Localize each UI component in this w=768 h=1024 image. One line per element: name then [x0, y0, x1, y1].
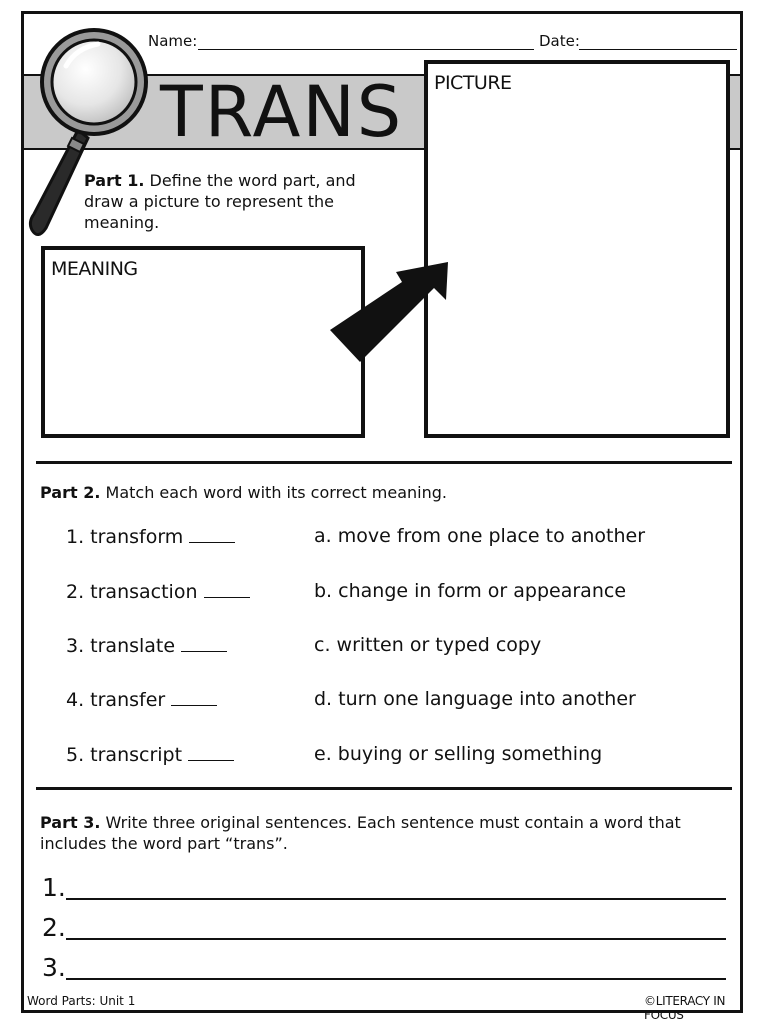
match-blank-1[interactable] [189, 524, 235, 543]
match-word-2-text: 2. transaction [66, 581, 198, 603]
sentence-line-1[interactable] [66, 898, 726, 900]
match-word-1-text: 1. transform [66, 526, 184, 548]
match-meaning-e: e. buying or selling something [314, 743, 603, 765]
part3-instructions [40, 812, 730, 854]
match-meaning-b: b. change in form or appearance [314, 580, 627, 602]
page-title: TRANS [160, 71, 404, 153]
name-line[interactable] [198, 49, 534, 50]
part2-heading: Part 2. [40, 483, 101, 502]
match-blank-5[interactable] [188, 742, 234, 761]
date-label: Date: [539, 32, 580, 50]
footer-copyright: ©LITERACY IN FOCUS [644, 994, 726, 1022]
sentence-line-2[interactable] [66, 938, 726, 940]
part1-instructions [84, 170, 384, 233]
footer-unit: Word Parts: Unit 1 [27, 994, 136, 1008]
match-word-3-text: 3. translate [66, 635, 176, 657]
date-line[interactable] [579, 49, 737, 50]
part1-line-2: draw a picture to represent the [84, 192, 334, 211]
match-meaning-a: a. move from one place to another [314, 525, 646, 547]
match-word-5-text: 5. transcript [66, 744, 183, 766]
part3-line-1: Write three original sentences. Each sentence must contain a word that [105, 813, 681, 832]
match-word-4-text: 4. transfer [66, 689, 166, 711]
divider-part2 [36, 461, 732, 464]
part1-line-3: meaning. [84, 213, 160, 232]
match-meaning-c: c. written or typed copy [314, 634, 542, 656]
match-blank-4[interactable] [171, 687, 217, 706]
divider-part3 [36, 787, 732, 790]
part2-text: Match each word with its correct meaning. [105, 483, 447, 502]
match-word-4 [66, 687, 217, 712]
meaning-box[interactable] [41, 246, 365, 438]
part1-heading: Part 1. [84, 171, 145, 190]
arrow-up-right-icon [326, 258, 452, 366]
picture-box[interactable] [424, 60, 730, 438]
sentence-number-2: 2. [42, 913, 66, 942]
match-word-2 [66, 579, 250, 604]
match-meaning-d: d. turn one language into another [314, 688, 636, 710]
match-blank-2[interactable] [204, 579, 250, 598]
name-label: Name: [148, 32, 198, 50]
match-word-1 [66, 524, 235, 549]
sentence-line-3[interactable] [66, 978, 726, 980]
picture-label: PICTURE [434, 72, 512, 94]
part3-heading: Part 3. [40, 813, 101, 832]
part1-line-1: Define the word part, and [149, 171, 356, 190]
match-blank-3[interactable] [181, 633, 227, 652]
sentence-number-1: 1. [42, 873, 66, 902]
meaning-label: MEANING [51, 258, 138, 280]
part2-instructions [40, 482, 447, 503]
sentence-number-3: 3. [42, 953, 66, 982]
match-word-3 [66, 633, 227, 658]
match-word-5 [66, 742, 234, 767]
part3-line-2: includes the word part “trans”. [40, 834, 288, 853]
